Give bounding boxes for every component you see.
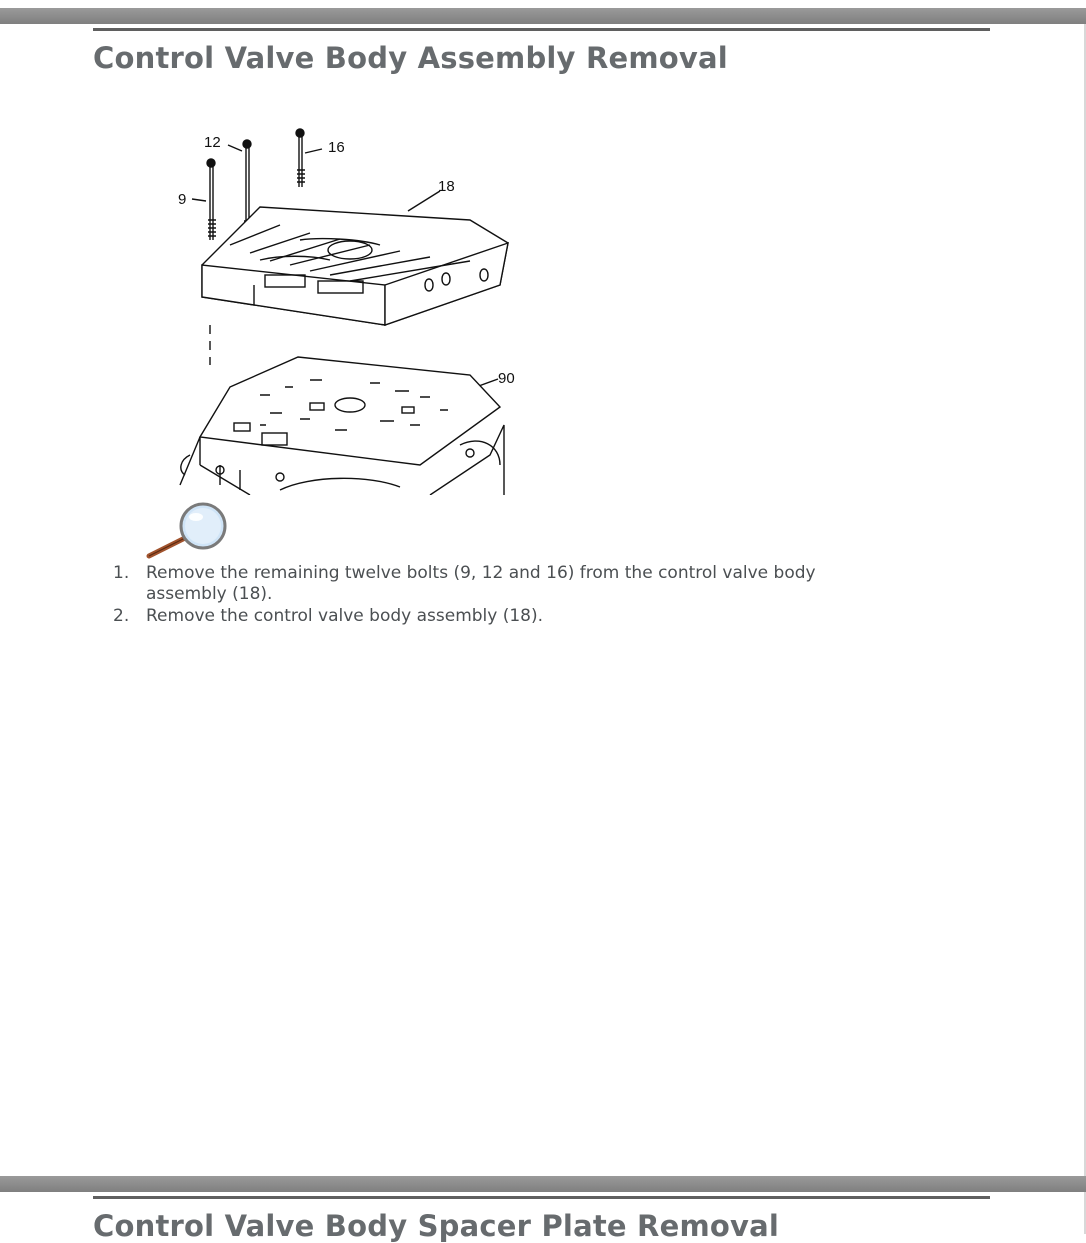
callout-18: 18 bbox=[438, 178, 455, 195]
next-page-title: Control Valve Body Spacer Plate Removal bbox=[93, 1209, 780, 1243]
callout-9: 9 bbox=[178, 191, 187, 208]
callout-90: 90 bbox=[498, 370, 515, 387]
bolt-16 bbox=[296, 129, 305, 187]
page-separator-bottom bbox=[0, 1176, 1086, 1192]
title-rule bbox=[93, 28, 990, 31]
page-title: Control Valve Body Assembly Removal bbox=[93, 41, 728, 75]
step-item bbox=[113, 606, 873, 627]
step-item bbox=[113, 563, 873, 605]
step-text: Remove the remaining twelve bolts (9, 12 and 16) from the control valve body assembly (18). bbox=[146, 563, 816, 604]
magnifier-icon[interactable] bbox=[145, 502, 229, 562]
next-title-rule bbox=[93, 1196, 990, 1199]
step-number: 1. bbox=[113, 563, 130, 583]
valve-body-illustration bbox=[170, 125, 530, 495]
step-number: 2. bbox=[113, 606, 130, 626]
step-text: Remove the control valve body assembly (18). bbox=[146, 606, 544, 626]
step-list bbox=[113, 563, 873, 628]
page-separator-top bbox=[0, 8, 1086, 24]
callout-12: 12 bbox=[204, 134, 221, 151]
bolt-9 bbox=[207, 159, 216, 240]
callout-16: 16 bbox=[328, 139, 345, 156]
